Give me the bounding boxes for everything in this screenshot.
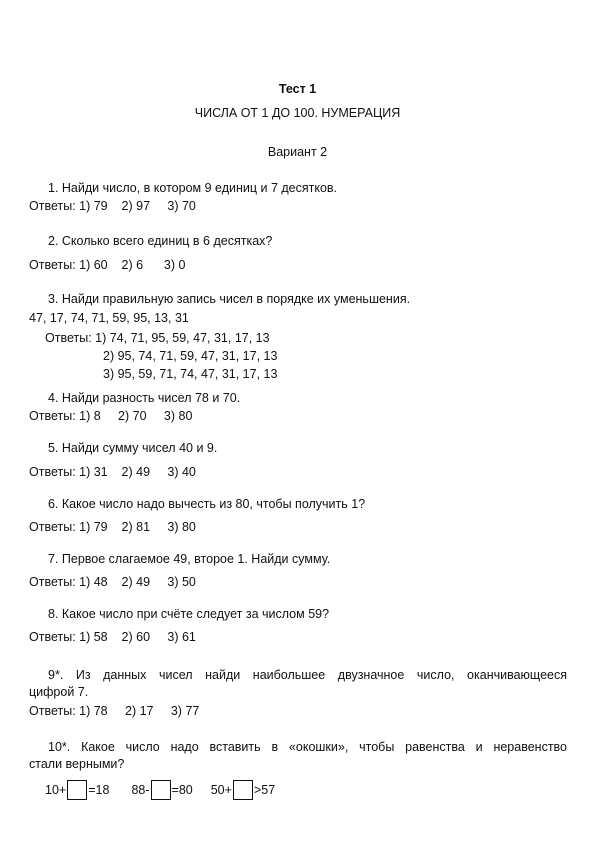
equation-2 xyxy=(131,780,192,800)
equation-1 xyxy=(45,780,109,800)
answer-box-1[interactable] xyxy=(67,780,87,800)
answers-8: Ответы: 1) 58 2) 60 3) 61 xyxy=(29,630,196,644)
answers-1: Ответы: 1) 79 2) 97 3) 70 xyxy=(29,199,196,213)
question-7: 7. Первое слагаемое 49, второе 1. Найди сумму. xyxy=(48,552,331,566)
number-sequence: 47, 17, 74, 71, 59, 95, 13, 31 xyxy=(29,311,189,325)
question-5: 5. Найди сумму чисел 40 и 9. xyxy=(48,441,218,455)
page-title: Тест 1 xyxy=(278,82,317,96)
answer-box-3[interactable] xyxy=(233,780,253,800)
answers-3-option-2: 2) 95, 74, 71, 59, 47, 31, 17, 13 xyxy=(103,349,278,363)
question-1: 1. Найди число, в котором 9 единиц и 7 десятков. xyxy=(48,181,338,195)
answers-6: Ответы: 1) 79 2) 81 3) 80 xyxy=(29,520,196,534)
answers-5: Ответы: 1) 31 2) 49 3) 40 xyxy=(29,465,196,479)
question-9-line-1: 9*. Из данных чисел найди наибольшее двузначное число, оканчивающееся xyxy=(48,668,567,682)
question-2: 2. Сколько всего единиц в 6 десятках? xyxy=(48,234,273,248)
answers-3-option-1: Ответы: 1) 74, 71, 95, 59, 47, 31, 17, 13 xyxy=(45,331,270,345)
question-10-line-1: 10*. Какое число надо вставить в «окошки», чтобы равенства и неравенство xyxy=(48,740,567,754)
equation-2-right: =80 xyxy=(171,783,193,797)
page-subtitle: ЧИСЛА ОТ 1 ДО 100. НУМЕРАЦИЯ xyxy=(194,106,401,120)
answers-3-option-3: 3) 95, 59, 71, 74, 47, 31, 17, 13 xyxy=(103,367,278,381)
answers-7: Ответы: 1) 48 2) 49 3) 50 xyxy=(29,575,196,589)
equation-3 xyxy=(211,780,275,800)
equation-3-right: >57 xyxy=(253,783,276,797)
answers-4: Ответы: 1) 8 2) 70 3) 80 xyxy=(29,409,193,423)
question-4: 4. Найди разность чисел 78 и 70. xyxy=(48,391,241,405)
question-8: 8. Какое число при счёте следует за числом 59? xyxy=(48,607,330,621)
answer-box-2[interactable] xyxy=(151,780,171,800)
equation-2-left: 88- xyxy=(131,783,150,797)
question-9-line-2: цифрой 7. xyxy=(29,685,89,699)
question-3: 3. Найди правильную запись чисел в порядке их уменьшения. xyxy=(48,292,411,306)
equations-row xyxy=(45,777,293,803)
question-10-line-2: стали верными? xyxy=(29,757,125,771)
answers-2: Ответы: 1) 60 2) 6 3) 0 xyxy=(29,258,186,272)
question-6: 6. Какое число надо вычесть из 80, чтобы получить 1? xyxy=(48,497,366,511)
equation-1-left: 10+ xyxy=(45,783,67,797)
answers-9: Ответы: 1) 78 2) 17 3) 77 xyxy=(29,704,200,718)
equation-1-right: =18 xyxy=(88,783,110,797)
variant-label: Вариант 2 xyxy=(267,145,328,159)
equation-3-left: 50+ xyxy=(210,783,232,797)
